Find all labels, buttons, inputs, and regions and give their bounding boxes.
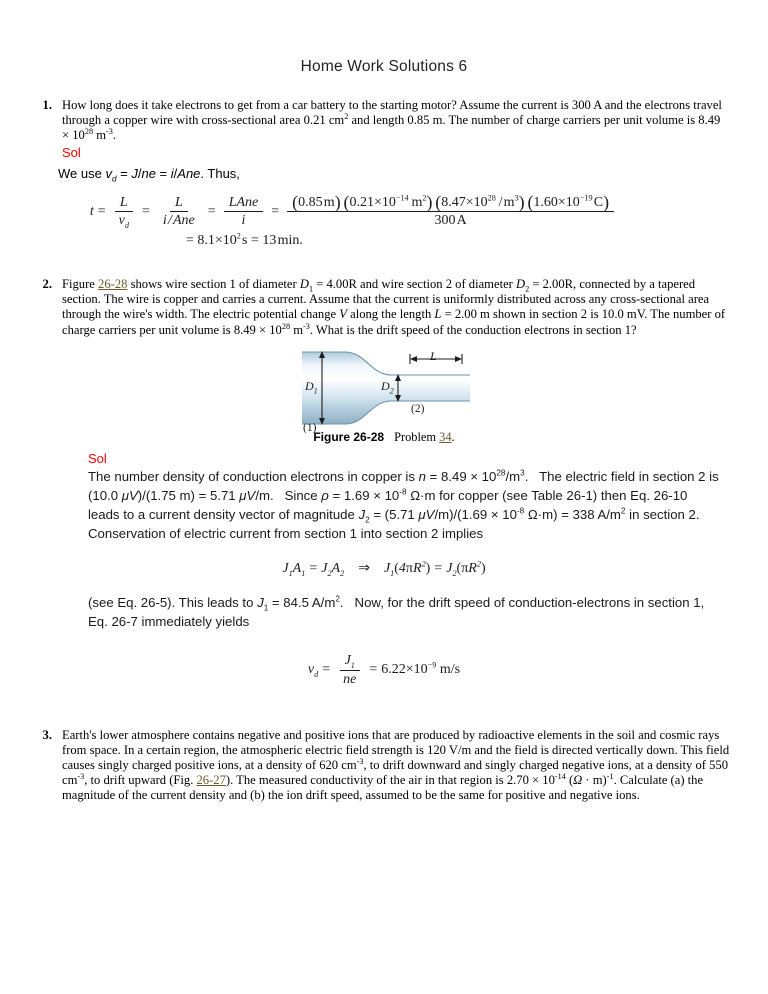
problem-2-var-d1: D xyxy=(299,276,309,291)
p2-sol-s12: in section 2. Conservation of electric current from section 1 into section 2 implies xyxy=(88,506,707,541)
p2b-sol-s3: . Now, for the drift speed of conduction-electrons in section 1, Eq. 26-7 immediately yields xyxy=(88,595,705,630)
p2-sol-s6: /m. Since xyxy=(255,487,322,503)
problem-2-sup-2: -3 xyxy=(303,321,310,331)
problem-2-text-1: Figure xyxy=(62,276,99,291)
problem-1-text-c: m xyxy=(93,128,106,143)
p2-mu-1: μV xyxy=(121,487,138,503)
problem-2-number: 2. xyxy=(42,276,52,291)
page-title: Home Work Solutions 6 xyxy=(300,58,468,75)
problem-2-text-6: = 2.00 m shown in section 2 is 10.0 mV. The number of charge carriers per unit volume is 8.49 × 10 xyxy=(62,307,726,337)
p3-sup-2: -3 xyxy=(77,772,85,782)
problem-2-var-l: L xyxy=(434,307,442,322)
problem-2-text-2: shows wire section 1 of diameter xyxy=(127,276,300,291)
p2b-sup-1: 2 xyxy=(335,594,340,604)
problem-2 xyxy=(30,277,730,338)
problem-link-34[interactable]: 34 xyxy=(439,429,452,444)
figure-label-l: L xyxy=(430,348,437,363)
problem-2-conservation-equation: $J_1A_1$ = $J_2A_2$ ⇒ $J_1(4\pi R^2)$ = $J_2(\pi R^2)$ xyxy=(282,559,486,578)
figure-label-section-1: (1) xyxy=(303,421,317,434)
problem-1-sup-2: 28 xyxy=(84,127,94,137)
p2-rho: ρ xyxy=(321,487,329,503)
p2-sol-s9: = (5.71 xyxy=(369,506,419,522)
problem-1-equation-result: = $8.1\times 10^2$ s = 13 min. xyxy=(186,231,303,248)
problem-1-number: 1. xyxy=(42,98,52,112)
p2-var-j2: J xyxy=(358,506,366,522)
problem-2-text-8: . What is the drift speed of the conduction electrons in section 1? xyxy=(309,322,637,337)
p2-sup-5: 2 xyxy=(620,506,626,516)
problem-1-text-d: . xyxy=(112,128,116,143)
problem-2-statement xyxy=(62,277,730,338)
problem-3-statement xyxy=(62,728,730,804)
p3-text-3: , to drift upward (Fig. xyxy=(84,773,197,788)
figure-label-section-2: (2) xyxy=(411,402,425,415)
problem-2-sol-label: Sol xyxy=(88,450,107,466)
problem-1-sol-label: Sol xyxy=(62,144,81,160)
problem-2-sup-1: 28 xyxy=(281,321,291,331)
problem-1-text-b: and length 0.85 m. The number of charge carriers per unit volume is 8.49 × 10 xyxy=(62,113,721,143)
problem-1-statement xyxy=(62,98,730,144)
figure-26-28 xyxy=(0,342,768,434)
problem-1-text-a: How long does it take electrons to get from a car battery to the starting motor? Assume the current is 300 A and the electrons travel through a copper wire with cross-sectional area 0.21 cm xyxy=(62,98,722,128)
problem-2-text-3: = 4.00R and wire section 2 of diameter xyxy=(313,276,516,291)
problem-1-sup-3: -3 xyxy=(106,127,113,137)
problem-3 xyxy=(30,728,730,804)
figure-caption-number: Figure 26-28 xyxy=(313,429,385,444)
p3-text-2: , to drift downward and singly charged negative ions, at a density of 550 cm xyxy=(62,758,729,788)
p2-sol-s5: )/(1.75 m) = 5.71 xyxy=(137,487,240,503)
p2b-var-j1-sub: 1 xyxy=(263,603,269,613)
p2-mu-3: μV xyxy=(418,506,435,522)
problem-2-text-4: = 2.00R, connected by a tapered section. The wire is copper and carries a current. Assume that the current is uniformly distributed across any cross-sectional area through the wire's width. The electric potential change xyxy=(62,276,710,322)
p3-text-4: ). The measured conductivity of the air in that region is 2.70 × 10 xyxy=(225,773,555,788)
p3-omega: Ω xyxy=(573,773,583,788)
p2b-var-j1: J xyxy=(257,595,264,611)
problem-1-sup-1: 2 xyxy=(344,112,349,122)
problem-2-text-5: along the length xyxy=(346,307,435,322)
p2-sup-3: -8 xyxy=(399,487,407,497)
problem-1 xyxy=(30,98,730,144)
problem-2-text-7: m xyxy=(290,322,303,337)
problem-2-drift-equation: $v_d$ = $\frac{J_1}{ne}$ = $6.22\times 10^{-9}$ m/s xyxy=(307,653,461,687)
problem-2-sol-paragraph-2 xyxy=(88,593,720,631)
problem-2-var-v: V xyxy=(339,307,347,322)
p2-sol-s10: /m)/(1.69 × 10 xyxy=(434,506,517,522)
p2-sup-2: 3 xyxy=(520,468,525,478)
p2-sol-s3: /m xyxy=(505,468,521,484)
p3-sup-3: -14 xyxy=(554,772,566,782)
p2-sol-s8: Ω·m for copper (see Table 26-1) then Eq. 26-10 leads to a current density vector of magnitude xyxy=(88,487,688,522)
problem-2-var-d2-sub: 2 xyxy=(525,284,530,294)
figure-caption-period: . xyxy=(451,429,455,444)
p2-mu-2: μV xyxy=(239,487,256,503)
l-arrow-right xyxy=(455,356,462,362)
p2-sol-s11: Ω·m) = 338 A/m xyxy=(524,506,621,522)
problem-3-number: 3. xyxy=(42,727,52,742)
p3-text-1: Earth's lower atmosphere contains negative and positive ions that are produced by radioactive elements in the soil and cosmic rays from space. In a certain region, the atmospheric electric field strength is 120 V/m and the field is directed vertically down. This field causes singly charged positive ions, at a density of 620 cm xyxy=(62,727,730,773)
p3-text-7: . Calculate (a) the magnitude of the current density and (b) the ion drift speed, assumed to be the same for positive and negative ions. xyxy=(62,773,704,803)
problem-1-equation: t = $\frac{L}{v_d}$ = $\frac{L}{\text{i / Ane}}$ = $\frac{\text{LAne}}{i}$ = $\frac{(0.85 m) (0.21\times 10^{-14} m^2) (8.47\times 10^{28} / m^3) (1.60\times 10^{-19} C)}{300 A}$ xyxy=(0,195,768,229)
p2-sup-4: -8 xyxy=(516,506,525,516)
p3-text-6: · m) xyxy=(582,773,607,788)
problem-1-sol-intro: We use $v_d = J/ne = i/Ane$. Thus, xyxy=(58,165,240,184)
p2-sup-1: 28 xyxy=(496,468,506,478)
p3-text-5: ( xyxy=(565,773,574,788)
p2-sol-s7: = 1.69 × 10 xyxy=(328,487,400,503)
p3-sup-4: -1 xyxy=(606,772,614,782)
p2-sol-s1: The number density of conduction electrons in copper is xyxy=(88,468,419,484)
figure-link-26-27[interactable]: 26-27 xyxy=(196,773,226,788)
p3-sup-1: -3 xyxy=(356,756,364,766)
figure-caption-problem: Problem xyxy=(394,429,440,444)
p2-sol-s4: . The electric field in section 2 is (10.0 xyxy=(88,468,719,503)
l-arrow-left xyxy=(410,356,417,362)
p2b-sol-s1: (see Eq. 26-5). This leads to xyxy=(88,595,258,611)
p2-sol-s2: = 8.49 × 10 xyxy=(425,468,497,484)
problem-2-var-d2: D xyxy=(516,276,526,291)
p2-var-j2-sub: 2 xyxy=(365,515,370,525)
figure-link-26-28[interactable]: 26-28 xyxy=(98,276,128,291)
figure-label-d1: $D_1$ xyxy=(305,378,318,396)
problem-2-sol-paragraph xyxy=(88,467,720,543)
figure-label-d2: $D_2$ xyxy=(381,378,394,396)
p2b-sol-s2: = 84.5 A/m xyxy=(268,595,336,611)
problem-2-var-d1-sub: 1 xyxy=(308,284,314,294)
p2-var-n: n xyxy=(418,468,426,484)
